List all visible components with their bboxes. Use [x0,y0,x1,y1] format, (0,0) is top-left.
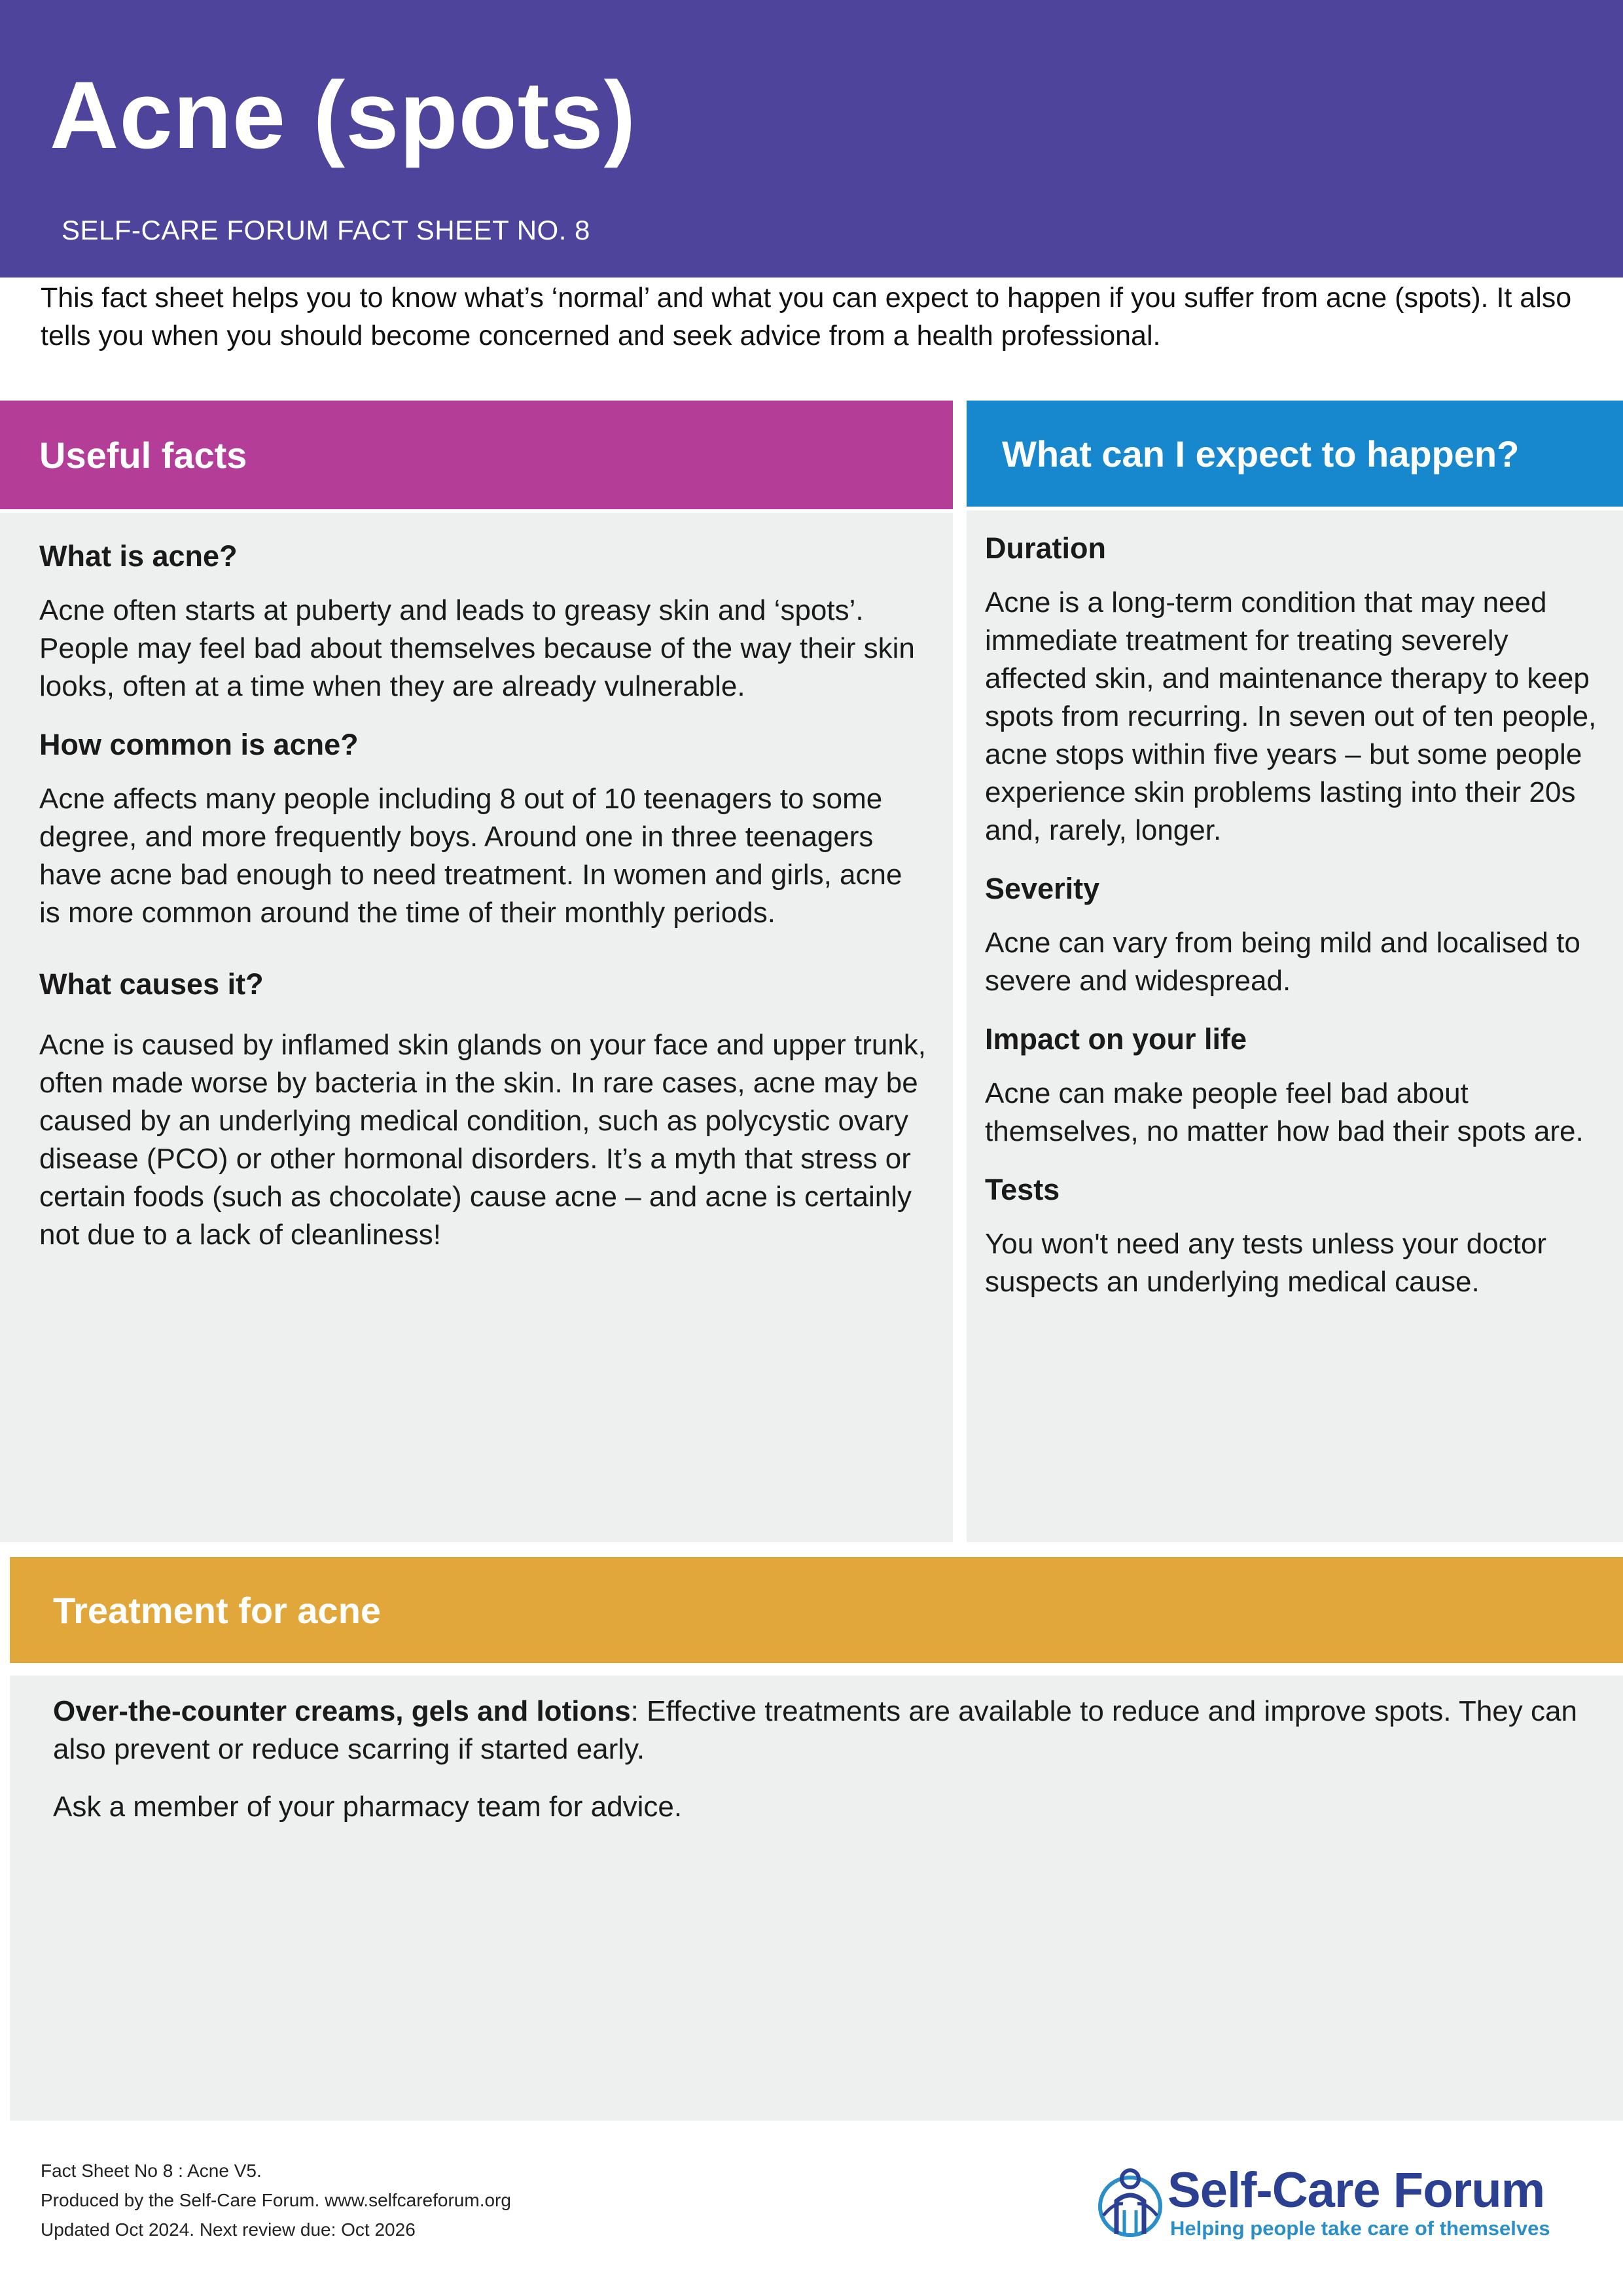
footer-line-2: Produced by the Self-Care Forum. www.selfcareforum.org [41,2190,511,2210]
section-severity [985,869,1610,1000]
section-what-is-acne [39,537,929,706]
treatment-panel [10,1676,1623,2121]
otc-label: Over-the-counter creams, gels and lotions [53,1695,631,1727]
section-text: You won't need any tests unless your doctor suspects an underlying medical cause. [985,1228,1546,1298]
useful-facts-heading: Useful facts [39,434,247,476]
section-title: Tests [985,1173,1060,1206]
intro-paragraph: This fact sheet helps you to know what’s ‘normal’ and what you can expect to happen if you suffer from acne (spots). It also tells you when you should become concerned and seek advice from a health professional. [41,282,1572,351]
useful-facts-header [0,401,953,509]
section-what-causes [39,965,929,1254]
section-impact [985,1020,1610,1151]
section-title: Impact on your life [985,1022,1247,1056]
section-text: Acne is a long-term condition that may need immediate treatment for treating severely affected skin, and maintenance therapy to keep spots from recurring. In seven out of ten people, acne stops within five years – but some people experience skin problems lasting into their 20s and, rarely, longer. [985,586,1597,846]
section-text: Acne affects many people including 8 out of 10 teenagers to some degree, and more frequently boys. Around one in three teenagers have acne bad enough to need treatment. In women and girls, acne is more common around the time of their monthly periods. [39,783,902,929]
otc-text: : Effective treatments are available to reduce and improve spots. They can also prevent or reduce scarring if started early. [53,1695,1577,1765]
section-tests [985,1170,1610,1301]
section-text: Acne can make people feel bad about themselves, no matter how bad their spots are. [985,1077,1584,1147]
treatment-header [10,1557,1623,1663]
footer-info [41,2156,511,2244]
section-title: What causes it? [39,967,264,1001]
treatment-advice: Ask a member of your pharmacy team for advice. [53,1791,683,1823]
section-title: Duration [985,531,1106,565]
page-subtitle: SELF-CARE FORUM FACT SHEET NO. 8 [62,215,590,245]
useful-facts-panel [0,513,953,1542]
treatment-heading: Treatment for acne [53,1589,382,1631]
footer-line-1: Fact Sheet No 8 : Acne V5. [41,2161,262,2181]
section-duration [985,529,1610,850]
section-title: What is acne? [39,539,238,573]
expect-heading: What can I expect to happen? [1002,433,1520,475]
self-care-forum-logo [1094,2163,1578,2242]
footer-line-3: Updated Oct 2024. Next review due: Oct 2026 [41,2219,416,2240]
expect-panel [967,511,1623,1542]
section-title: How common is acne? [39,728,359,761]
section-title: Severity [985,872,1100,905]
section-text: Acne often starts at puberty and leads to greasy skin and ‘spots’. People may feel bad about themselves because of the way their skin looks, often at a time when they are already vulnerable. [39,594,915,702]
treatment-otc-paragraph [53,1693,1597,1768]
page-title: Acne (spots) [50,62,637,168]
section-how-common [39,725,929,932]
people-circle-icon [1094,2163,1166,2242]
logo-name: Self-Care Forum [1168,2162,1545,2218]
logo-tagline: Helping people take care of themselves [1170,2217,1550,2240]
expect-header [967,401,1623,507]
section-text: Acne is caused by inflamed skin glands on your face and upper trunk, often made worse by bacteria in the skin. In rare cases, acne may be caused by an underlying medical condition, such as polycystic ovary disease (PCO) or other hormonal disorders. It’s a myth that stress or certain foods (such as chocolate) cause acne – and acne is certainly not due to a lack of cleanliness! [39,1029,927,1251]
section-text: Acne can vary from being mild and localised to severe and widespread. [985,927,1580,997]
